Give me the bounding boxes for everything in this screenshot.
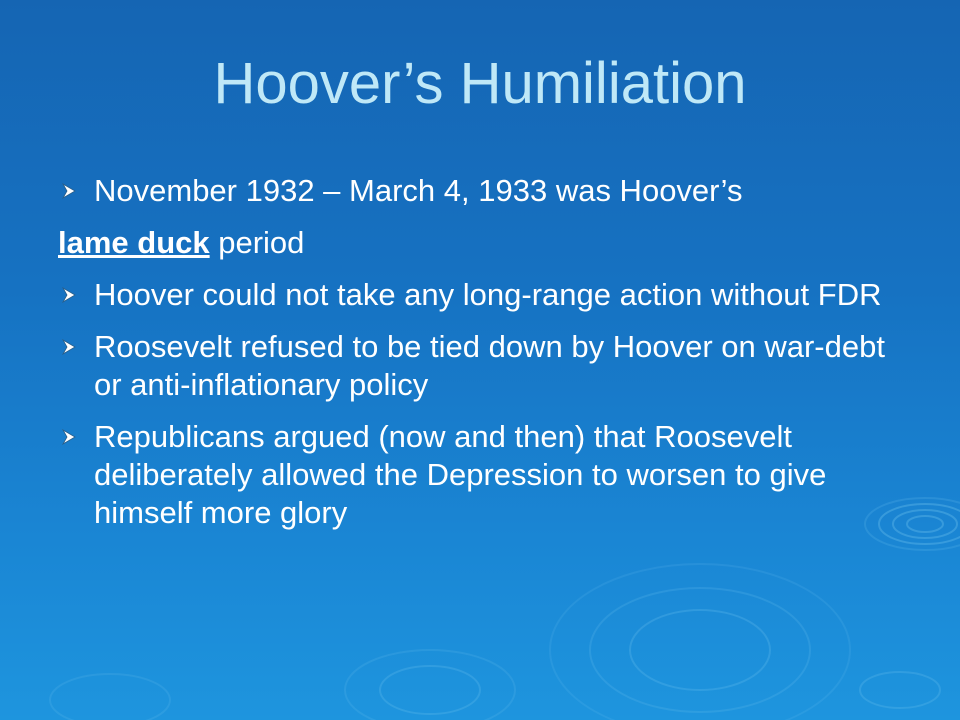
bullet-item (58, 172, 908, 210)
bullet-list (58, 172, 908, 546)
arrow-right-icon (60, 182, 78, 200)
bullet-item (58, 328, 908, 404)
slide-title: Hoover’s Humiliation (213, 51, 747, 116)
bullet-item (58, 224, 908, 262)
bullet-text: period (209, 225, 305, 260)
bullet-text: Republicans argued (now and then) that Roosevelt deliberately allowed the Depression to worsen to give himself more glory (94, 419, 827, 530)
bullet-text: Roosevelt refused to be tied down by Hoover on war-debt or anti-inflationary policy (94, 329, 885, 402)
bullet-item (58, 418, 908, 532)
arrow-right-icon (60, 428, 78, 446)
arrow-right-icon (60, 286, 78, 304)
bullet-text: November 1932 – March 4, 1933 was Hoover’s (94, 173, 743, 208)
bullet-item (58, 276, 908, 314)
arrow-right-icon (60, 338, 78, 356)
bullet-text: Hoover could not take any long-range action without FDR (94, 277, 882, 312)
bullet-term: lame duck (58, 225, 210, 260)
